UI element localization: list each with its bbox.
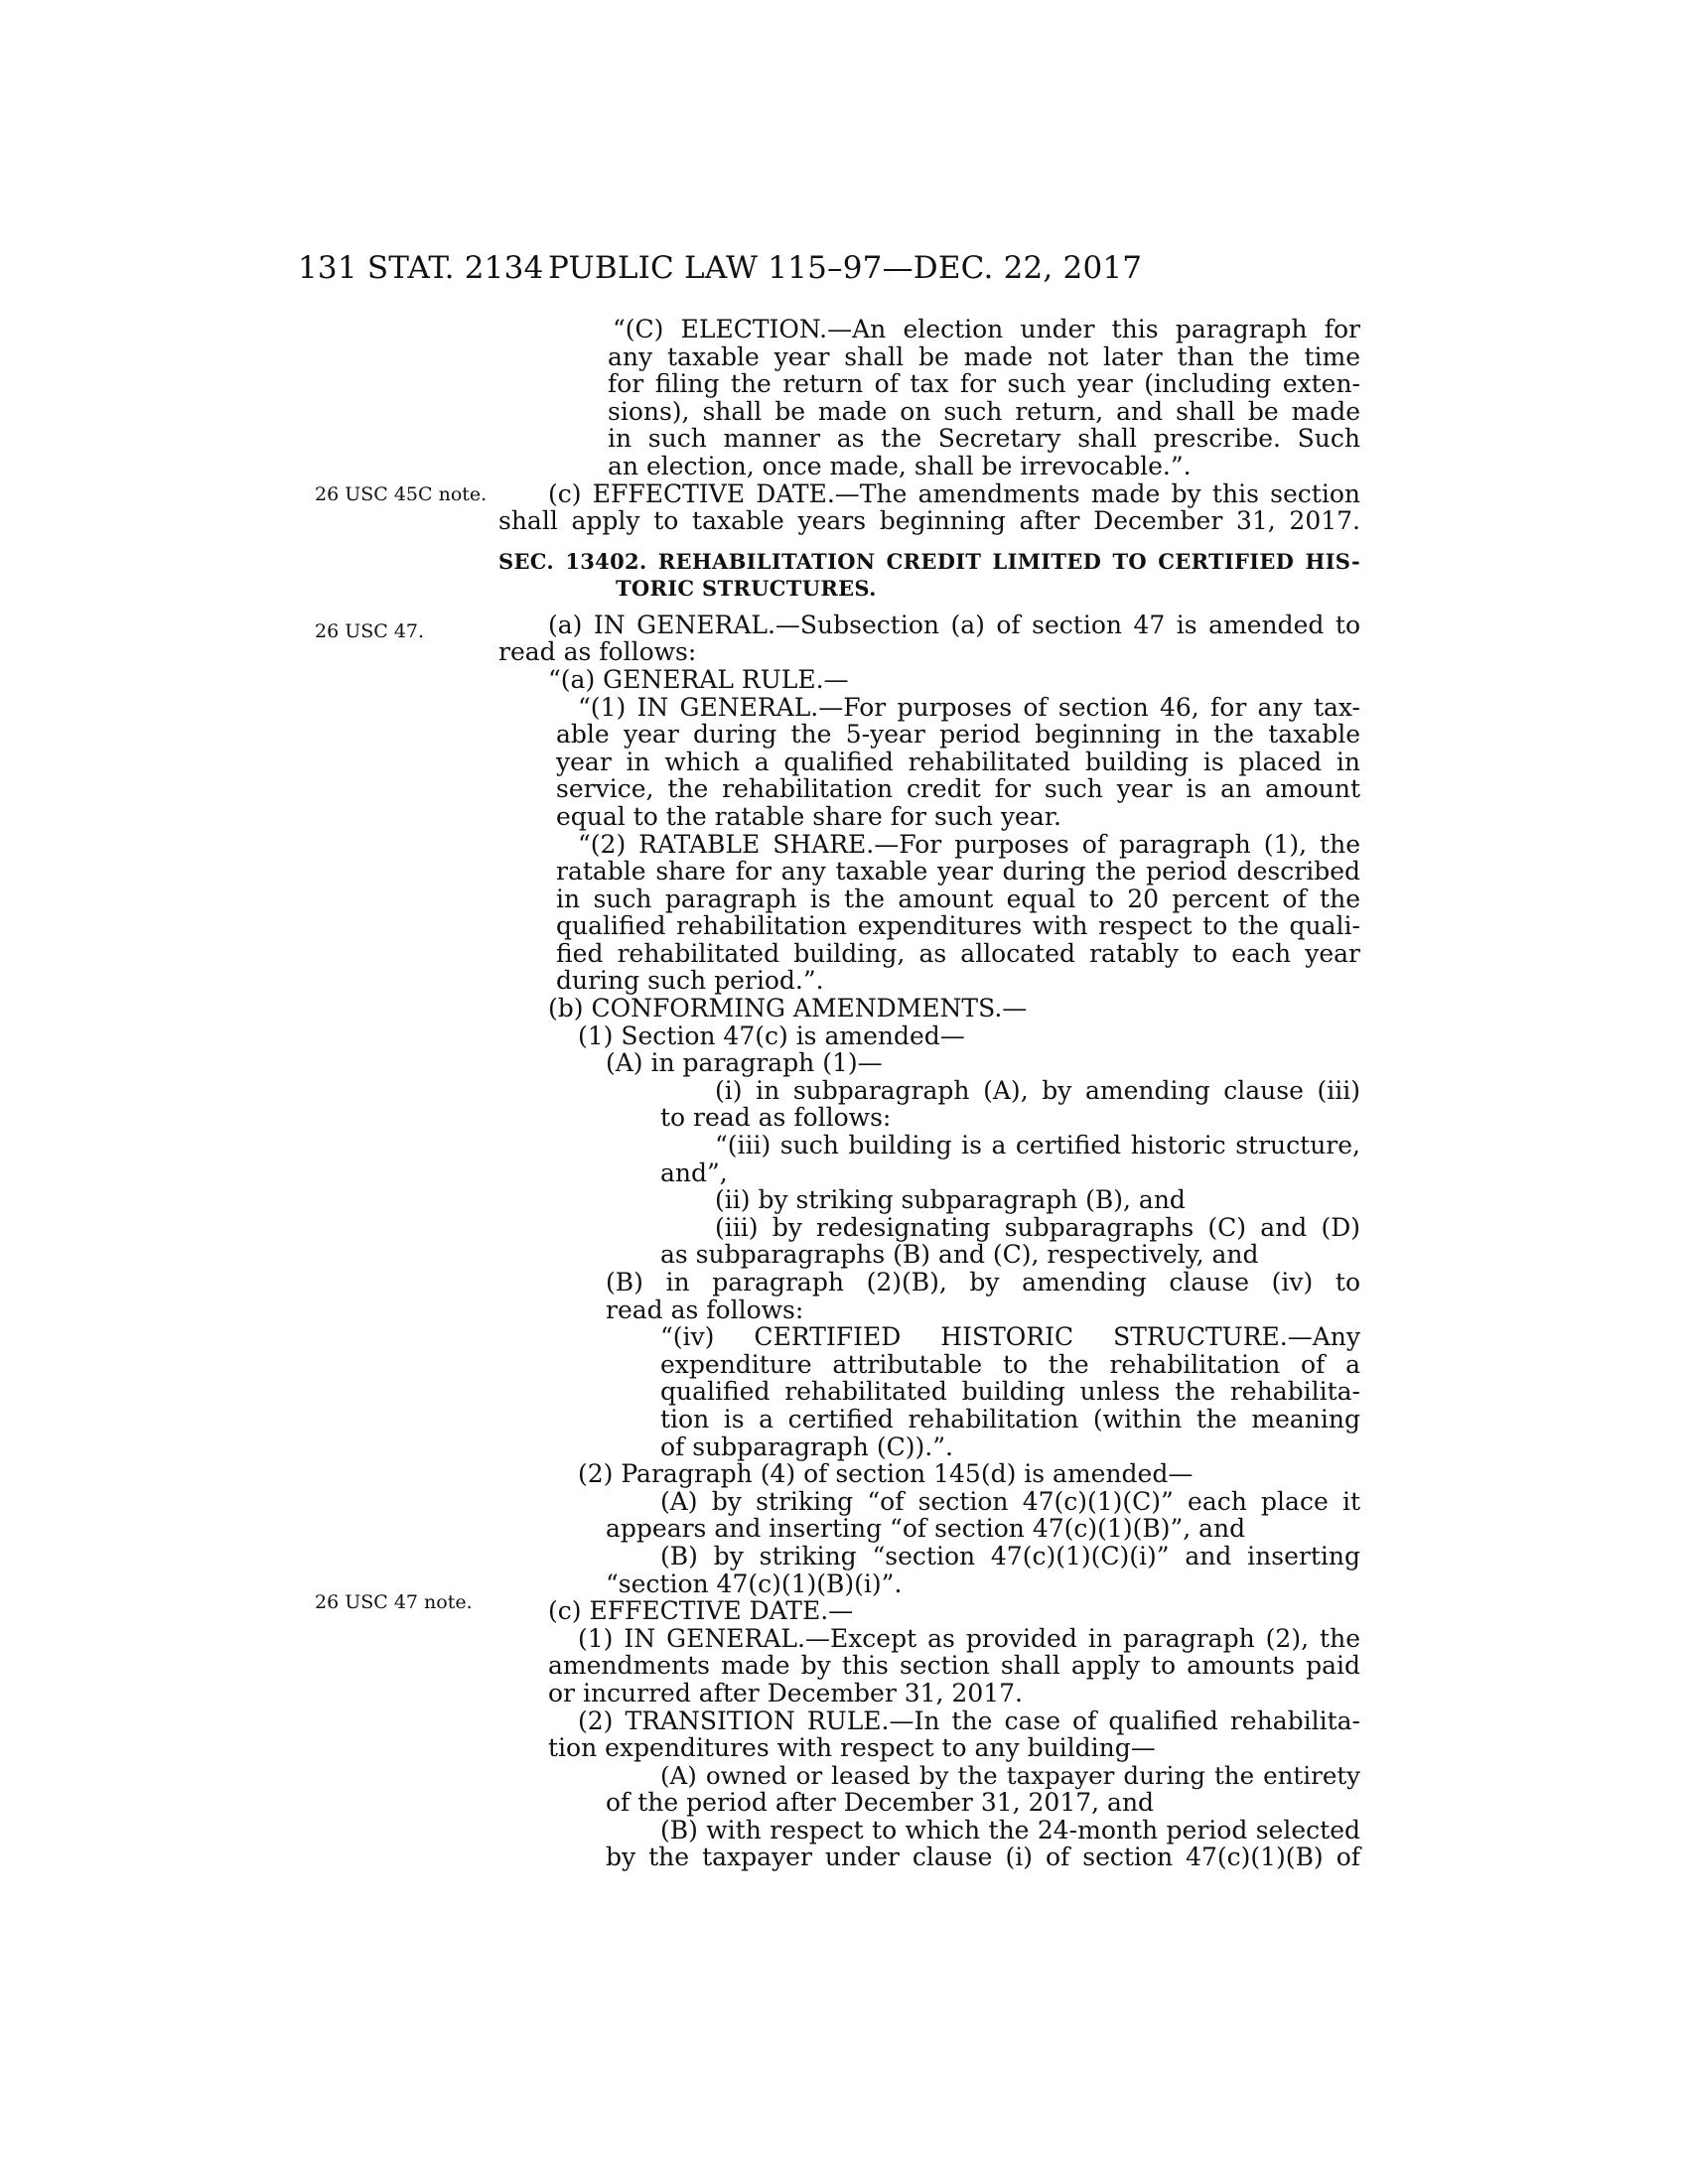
margin-note-47-note: 26 USC 47 note. xyxy=(315,1591,473,1613)
text-line: able year during the 5-year period beginning in the taxable xyxy=(556,720,1360,750)
text-line: or incurred after December 31, 2017. xyxy=(548,1678,1024,1707)
text-line: in such paragraph is the amount equal to 20 percent of the xyxy=(556,884,1360,913)
text-line: (b) CONFORMING AMENDMENTS.— xyxy=(548,994,1028,1024)
text-line: (1) IN GENERAL.—Except as provided in paragraph (2), the xyxy=(578,1623,1360,1653)
text-line: (iii) by redesignating subparagraphs (C) and (D) xyxy=(715,1212,1360,1242)
text-line: any taxable year shall be made not later than the time xyxy=(608,341,1360,371)
text-line: tion expenditures with respect to any building— xyxy=(548,1733,1156,1763)
text-line: year in which a qualified rehabilitated building is placed in xyxy=(556,747,1360,776)
margin-note-47: 26 USC 47. xyxy=(315,620,425,642)
text-line: “(1) IN GENERAL.—For purposes of section 46, for any tax- xyxy=(578,692,1360,722)
text-line: read as follows: xyxy=(498,637,697,667)
text-line: fied rehabilitated building, as allocated ratably to each year xyxy=(556,938,1360,968)
text-line: as subparagraphs (B) and (C), respectively, and xyxy=(660,1240,1259,1270)
text-line: tion is a certified rehabilitation (within the meaning xyxy=(660,1404,1360,1433)
public-law-header: PUBLIC LAW 115–97—DEC. 22, 2017 xyxy=(548,250,1143,286)
text-line: during such period.”. xyxy=(556,966,824,996)
text-line: “(C) ELECTION.—An election under this paragraph for xyxy=(613,315,1360,343)
text-line: (B) with respect to which the 24-month period selected xyxy=(660,1815,1360,1844)
text-line: qualified rehabilitated building unless the rehabilita- xyxy=(660,1377,1360,1407)
text-line: (ii) by striking subparagraph (B), and xyxy=(715,1185,1186,1215)
text-line: (c) EFFECTIVE DATE.—The amendments made by this section xyxy=(548,478,1360,508)
text-line: sions), shall be made on such return, and shall be made xyxy=(608,396,1360,426)
text-line: “section 47(c)(1)(B)(i)”. xyxy=(606,1569,903,1598)
text-line: “(2) RATABLE SHARE.—For purposes of paragraph (1), the xyxy=(578,829,1360,859)
text-line: “(iii) such building is a certified historic structure, xyxy=(715,1131,1360,1160)
text-line: (2) TRANSITION RULE.—In the case of qualified rehabilita- xyxy=(578,1706,1360,1735)
text-line: appears and inserting “of section 47(c)(1)(B)”, and xyxy=(606,1514,1246,1544)
text-line: “(a) GENERAL RULE.— xyxy=(548,664,849,694)
text-line: for filing the return of tax for such year (including exten- xyxy=(608,369,1360,399)
text-line: (a) IN GENERAL.—Subsection (a) of section 47 is amended to xyxy=(548,610,1360,639)
text-line: (1) Section 47(c) is amended— xyxy=(578,1021,965,1050)
section-heading: SEC. 13402. REHABILITATION CREDIT LIMITED TO CERTIFIED HIS- xyxy=(498,548,1360,574)
text-line: qualified rehabilitation expenditures with respect to the quali- xyxy=(556,911,1360,941)
text-line: (B) by striking “section 47(c)(1)(C)(i)” and inserting xyxy=(660,1541,1360,1570)
text-line: service, the rehabilitation credit for such year is an amount xyxy=(556,774,1360,804)
text-line: by the taxpayer under clause (i) of section 47(c)(1)(B) of xyxy=(606,1843,1360,1872)
text-line: expenditure attributable to the rehabilitation of a xyxy=(660,1349,1360,1379)
text-line: and”, xyxy=(660,1158,728,1187)
text-line: (A) in paragraph (1)— xyxy=(606,1048,883,1078)
spacer xyxy=(498,535,1360,548)
text-line: (A) owned or leased by the taxpayer during the entirety xyxy=(660,1760,1360,1790)
text-line: in such manner as the Secretary shall prescribe. Such xyxy=(608,424,1360,454)
text-line: “(iv) CERTIFIED HISTORIC STRUCTURE.—Any xyxy=(660,1322,1360,1352)
text-line: read as follows: xyxy=(606,1295,804,1324)
text-line: an election, once made, shall be irrevocable.”. xyxy=(608,451,1192,480)
text-line: (c) EFFECTIVE DATE.— xyxy=(548,1596,854,1626)
text-line: (i) in subparagraph (A), by amending clause (iii) xyxy=(715,1075,1360,1105)
text-line: (2) Paragraph (4) of section 145(d) is amended— xyxy=(578,1459,1194,1489)
section-heading-continued: TORIC STRUCTURES. xyxy=(616,575,877,601)
text-line: amendments made by this section shall apply to amounts paid xyxy=(548,1651,1360,1681)
text-line: to read as follows: xyxy=(660,1103,892,1133)
text-line: of the period after December 31, 2017, and xyxy=(606,1788,1155,1818)
page-stat-number: 131 STAT. 2134 xyxy=(298,250,544,286)
text-line: equal to the ratable share for such year. xyxy=(556,801,1061,831)
text-line: (A) by striking “of section 47(c)(1)(C)” each place it xyxy=(660,1486,1360,1516)
text-line: of subparagraph (C)).”. xyxy=(660,1432,953,1461)
text-line: ratable share for any taxable year during the period described xyxy=(556,857,1360,887)
document-body xyxy=(498,316,1360,1871)
text-line: (B) in paragraph (2)(B), by amending clause (iv) to xyxy=(606,1268,1360,1297)
text-line: shall apply to taxable years beginning after December 31, 2017. xyxy=(498,506,1360,536)
margin-note-45c: 26 USC 45C note. xyxy=(315,483,488,505)
